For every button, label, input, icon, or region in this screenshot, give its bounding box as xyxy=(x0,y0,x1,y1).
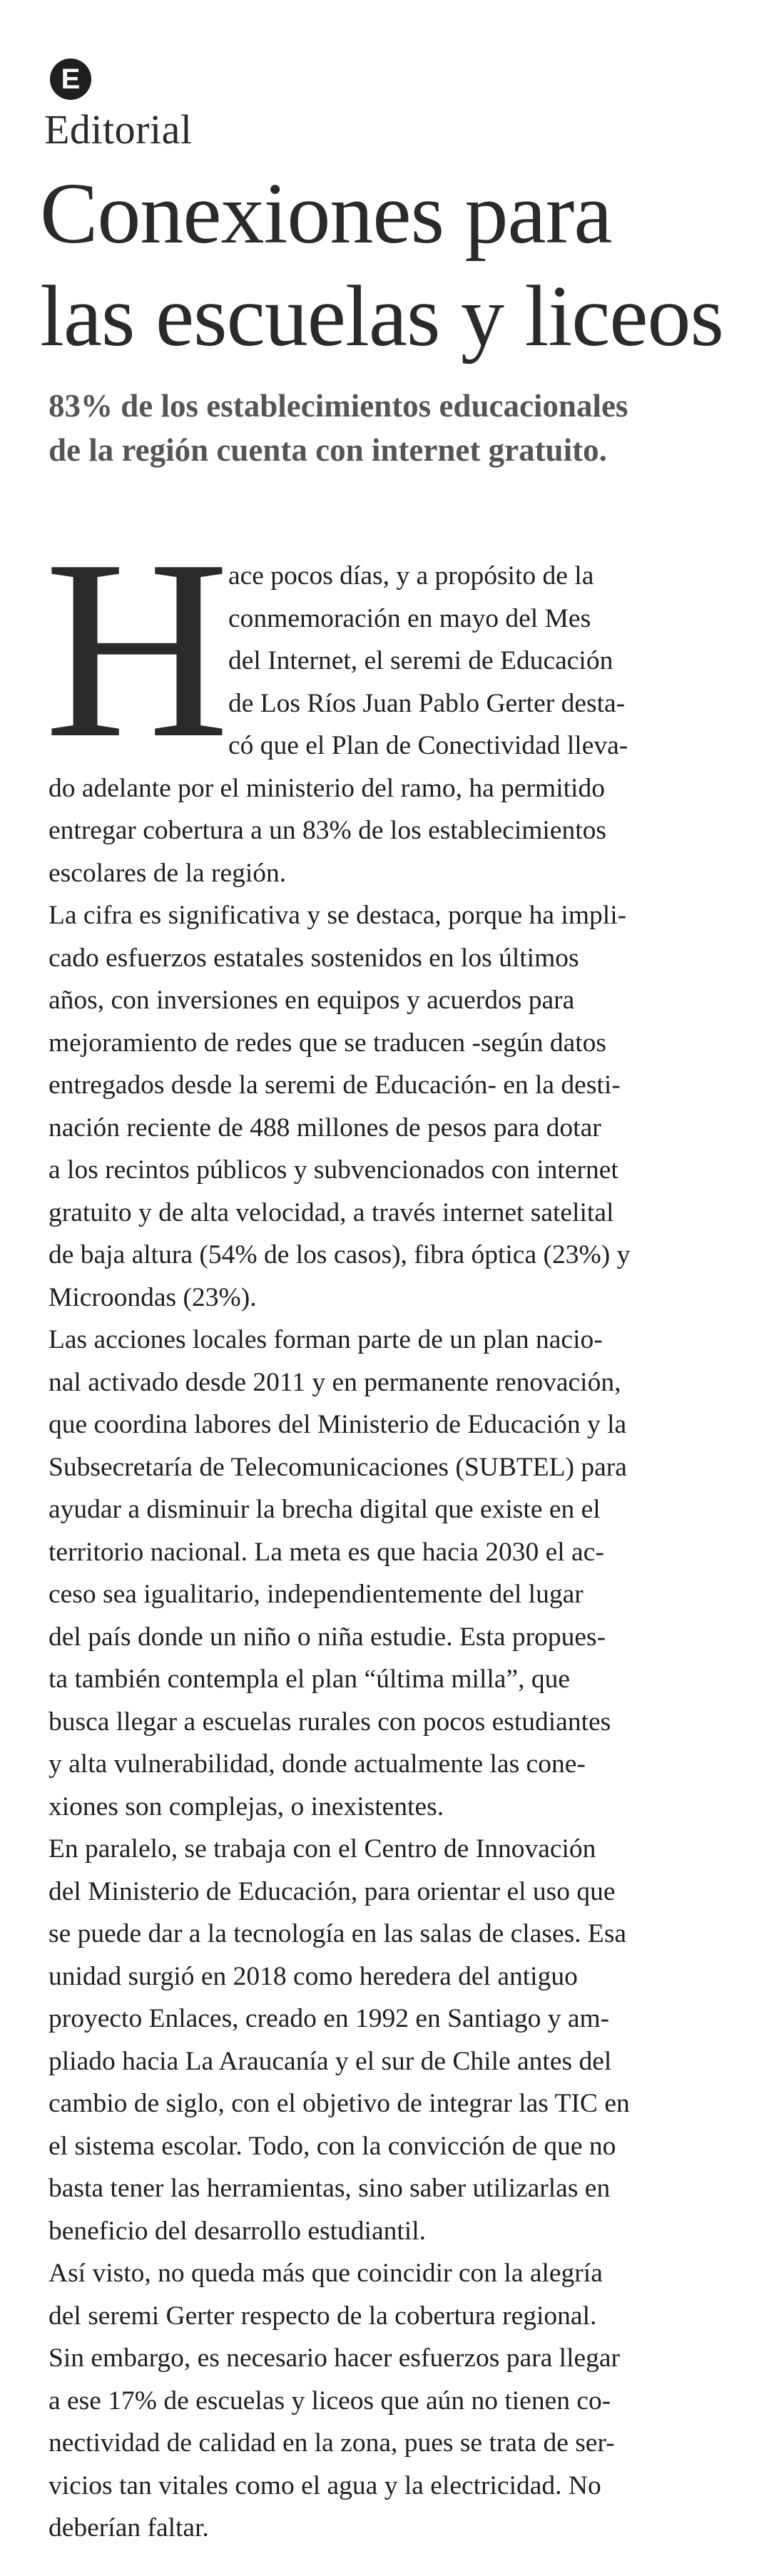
headline-line: Conexiones para xyxy=(40,165,612,262)
text-line: ace pocos días, y a propósito de la xyxy=(228,561,594,591)
text-line: nal activado desde 2011 y en permanente renovación, xyxy=(49,1367,621,1397)
text-line: deberían faltar. xyxy=(49,2513,209,2542)
text-line: beneficio del desarrollo estudiantil. xyxy=(49,2216,426,2246)
text-line: y alta vulnerabilidad, donde actualmente las cone- xyxy=(49,1749,586,1779)
text-line: unidad surgió en 2018 como heredera del antiguo xyxy=(49,1961,578,1991)
paragraph xyxy=(49,894,738,1319)
article-body xyxy=(49,555,738,2550)
text-line: se puede dar a la tecnología en las salas de clases. Esa xyxy=(49,1919,627,1948)
text-line: mejoramiento de redes que se traducen -según datos xyxy=(49,1028,607,1058)
text-line: de baja altura (54% de los casos), fibra óptica (23%) y xyxy=(49,1240,631,1269)
text-line: el sistema escolar. Todo, con la convicción de que no xyxy=(49,2131,616,2161)
text-line: ayudar a disminuir la brecha digital que existe en el xyxy=(49,1495,601,1524)
text-line: del país donde un niño o niña estudie. Esta propues- xyxy=(49,1622,606,1652)
text-line: xiones son complejas, o inexistentes. xyxy=(49,1792,444,1821)
headline xyxy=(40,163,739,368)
paragraph xyxy=(49,1828,738,2252)
text-line: a los recintos públicos y subvencionados con internet xyxy=(49,1155,618,1185)
paragraph xyxy=(49,2252,738,2550)
text-line: busca llegar a escuelas rurales con pocos estudiantes xyxy=(49,1707,611,1737)
text-line: proyecto Enlaces, creado en 1992 en Santiago y am- xyxy=(49,2004,610,2033)
text-line: có que el Plan de Conectividad lleva- xyxy=(228,731,628,760)
text-line: ta también contempla el plan “última milla”, que xyxy=(49,1665,570,1694)
text-line: cambio de siglo, con el objetivo de integrar las TIC en xyxy=(49,2089,630,2118)
text-line: de Los Ríos Juan Pablo Gerter desta- xyxy=(228,688,626,718)
text-line: cado esfuerzos estatales sostenidos en los últimos xyxy=(49,943,579,973)
text-line: conmemoración en mayo del Mes xyxy=(228,603,591,633)
text-line: do adelante por el ministerio del ramo, ha permitido xyxy=(49,773,605,803)
text-line: años, con inversiones en equipos y acuerdos para xyxy=(49,986,575,1015)
subheadline xyxy=(49,384,733,472)
text-line: ceso sea igualitario, independientemente del lugar xyxy=(49,1580,584,1609)
text-line: que coordina labores del Ministerio de Educación y la xyxy=(49,1410,627,1439)
text-line: Así visto, no queda más que coincidir con la alegría xyxy=(49,2259,603,2288)
text-line: Sin embargo, es necesario hacer esfuerzos para llegar xyxy=(49,2344,621,2373)
headline-line: las escuelas y liceos xyxy=(40,268,724,364)
text-line: En paralelo, se trabaja con el Centro de Innovación xyxy=(49,1834,596,1864)
text-line: a ese 17% de escuelas y liceos que aún no tienen co- xyxy=(49,2386,611,2416)
paragraph xyxy=(49,1319,738,1828)
drop-cap: H xyxy=(44,506,230,791)
text-line: nectividad de calidad en la zona, pues se trata de ser- xyxy=(49,2428,615,2458)
text-line: territorio nacional. La meta es que hacia 2030 el ac- xyxy=(49,1537,604,1567)
subheadline-line: de la región cuenta con internet gratuito. xyxy=(49,432,607,468)
paragraph xyxy=(49,555,738,894)
text-line: escolares de la región. xyxy=(49,858,287,888)
text-line: del seremi Gerter respecto de la cobertura regional. xyxy=(49,2301,597,2331)
text-line: nación reciente de 488 millones de pesos para dotar xyxy=(49,1113,601,1143)
section-label: Editorial xyxy=(44,106,193,153)
text-line: pliado hacia La Araucanía y el sur de Chile antes del xyxy=(49,2046,612,2076)
text-line: basta tener las herramientas, sino saber utilizarlas en xyxy=(49,2174,611,2203)
text-line: Las acciones locales forman parte de un plan nacio- xyxy=(49,1325,603,1354)
text-line: gratuito y de alta velocidad, a través internet satelital xyxy=(49,1197,614,1227)
text-line: vicios tan vitales como el agua y la electricidad. No xyxy=(49,2470,601,2500)
text-line: La cifra es significativa y se destaca, porque ha impli- xyxy=(49,901,627,930)
text-line: Subsecretaría de Telecomunicaciones (SUBTEL) para xyxy=(49,1452,627,1482)
section-badge: E xyxy=(50,58,91,100)
subheadline-line: 83% de los establecimientos educacionales xyxy=(49,388,628,424)
text-line: Microondas (23%). xyxy=(49,1282,257,1312)
text-line: del Ministerio de Educación, para orientar el uso que xyxy=(49,1876,616,1906)
text-line: entregados desde la seremi de Educación- en la desti- xyxy=(49,1070,621,1100)
text-line: del Internet, el seremi de Educación xyxy=(228,646,613,675)
text-line: entregar cobertura a un 83% de los establecimientos xyxy=(49,816,606,845)
